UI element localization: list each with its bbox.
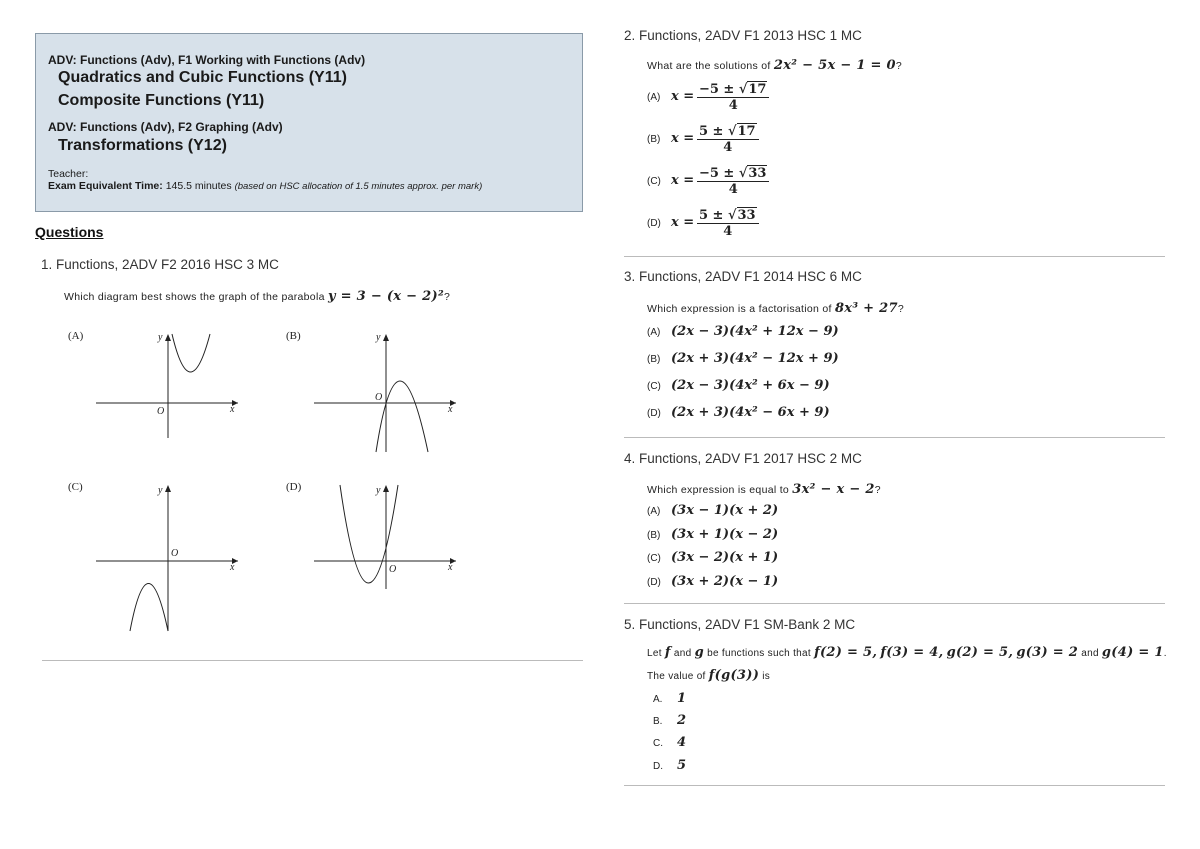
q2-option-a-lhs: x = xyxy=(671,89,695,105)
q3-option-b-expr: (2x + 3)(4x² − 12x + 9) xyxy=(671,351,839,366)
q1-equation: y = 3 − (x − 2)² xyxy=(327,289,444,304)
q2-divider xyxy=(624,256,1165,257)
q4-option-b-expr: (3x + 1)(x − 2) xyxy=(671,527,779,542)
q2-option-c-root: 33 xyxy=(748,166,767,181)
q3-divider xyxy=(624,437,1165,438)
topic-line-1: ADV: Functions (Adv), F1 Working with Functions (Adv) xyxy=(48,53,366,67)
q4-option-c[interactable] xyxy=(647,550,778,565)
y-axis-label: y xyxy=(376,485,381,496)
q5-option-c[interactable] xyxy=(653,735,686,750)
q2-option-d-num: 5 ± xyxy=(698,208,724,223)
exam-time-value: 145.5 minutes xyxy=(165,180,232,192)
subtopic-transformations: Transformations (Y12) xyxy=(58,137,227,154)
q4-title[interactable]: 4. Functions, 2ADV F1 2017 HSC 2 MC xyxy=(624,451,862,466)
q5-option-c-value: 4 xyxy=(677,735,687,750)
origin-label: O xyxy=(375,392,383,403)
q3-option-c[interactable] xyxy=(647,378,830,393)
q1-divider xyxy=(42,660,583,661)
q5-and-2: and xyxy=(1081,648,1099,659)
q2-option-b-lhs: x = xyxy=(671,131,695,147)
y-axis-arrow xyxy=(165,334,171,341)
q1-graph-d-label: (D) xyxy=(286,481,302,493)
q4-prompt-text: Which expression is equal to xyxy=(647,484,790,496)
q5-option-d[interactable] xyxy=(653,758,686,773)
q4-option-d-expr: (3x + 2)(x − 1) xyxy=(671,574,779,589)
origin-label: O xyxy=(171,548,179,559)
q4-option-b[interactable] xyxy=(647,527,778,542)
q2-option-a-label: (A) xyxy=(647,92,661,104)
q1-graph-d[interactable] xyxy=(310,481,460,591)
q5-functions-text: be functions such that xyxy=(707,648,811,659)
q2-option-c-fraction: $\frac{-5 \pm √33}{4}$ xyxy=(697,166,770,197)
q1-prompt-text: Which diagram best shows the graph of the parabola xyxy=(64,291,325,303)
q5-option-b[interactable] xyxy=(653,713,686,728)
origin-label: O xyxy=(389,564,397,575)
q2-title[interactable]: 2. Functions, 2ADV F1 2013 HSC 1 MC xyxy=(624,28,862,43)
q3-option-b[interactable] xyxy=(647,351,839,366)
y-axis-arrow xyxy=(165,485,171,492)
q2-option-b[interactable] xyxy=(647,124,759,155)
q4-option-a[interactable] xyxy=(647,503,778,518)
q5-cond-1: f(2) = 5, xyxy=(814,645,878,660)
q3-option-d[interactable] xyxy=(647,405,830,420)
q2-option-b-fraction: $\frac{5 \pm √17}{4}$ xyxy=(697,124,759,155)
q5-value-of: The value of xyxy=(647,671,706,682)
q3-option-a-expr: (2x − 3)(4x² + 12x − 9) xyxy=(671,324,839,339)
q5-option-c-label: C. xyxy=(653,738,663,749)
teacher-label: Teacher: xyxy=(48,168,89,180)
topic-header-box xyxy=(35,33,583,212)
q3-option-a[interactable] xyxy=(647,324,839,339)
q4-option-b-label: (B) xyxy=(647,530,661,541)
q2-option-c[interactable] xyxy=(647,166,769,197)
y-axis-label: y xyxy=(158,332,163,343)
q1-graph-b[interactable] xyxy=(310,330,460,455)
q5-title[interactable]: 5. Functions, 2ADV F1 SM-Bank 2 MC xyxy=(624,617,856,632)
q2-option-c-num: −5 ± xyxy=(698,166,735,181)
q5-prompt-line-1 xyxy=(647,645,1167,660)
q5-option-b-label: B. xyxy=(653,716,663,727)
parabola-curve xyxy=(376,381,428,452)
q5-and: and xyxy=(673,648,692,659)
questions-heading: Questions xyxy=(35,224,104,240)
q2-option-c-lhs: x = xyxy=(671,173,695,189)
q1-title[interactable]: 1. Functions, 2ADV F2 2016 HSC 3 MC xyxy=(41,257,279,272)
q2-option-b-label: (B) xyxy=(647,134,661,146)
y-axis-arrow xyxy=(383,334,389,341)
q3-option-a-label: (A) xyxy=(647,327,661,338)
q2-prompt xyxy=(647,58,902,73)
q5-option-a[interactable] xyxy=(653,691,686,706)
q5-cond-5: g(4) = 1 xyxy=(1101,645,1164,660)
q2-option-a-root: 17 xyxy=(748,82,767,97)
q3-option-c-expr: (2x − 3)(4x² + 6x − 9) xyxy=(671,378,830,393)
q4-equation: 3x² − x − 2 xyxy=(792,482,875,497)
q2-option-b-den: 4 xyxy=(723,140,733,155)
q4-option-c-expr: (3x − 2)(x + 1) xyxy=(671,550,779,565)
q1-graph-a[interactable] xyxy=(92,330,242,440)
q2-option-d-lhs: x = xyxy=(671,215,695,231)
y-axis-label: y xyxy=(158,485,163,496)
q1-prompt xyxy=(64,289,450,304)
parabola-curve xyxy=(130,584,168,632)
q1-graph-c[interactable] xyxy=(92,481,242,633)
q5-prompt-line-2 xyxy=(647,668,770,683)
q3-prompt-text: Which expression is a factorisation of xyxy=(647,303,832,315)
q5-option-a-label: A. xyxy=(653,694,663,705)
q5-cond-3: g(2) = 5, xyxy=(946,645,1014,660)
q2-option-b-num: 5 ± xyxy=(698,124,724,139)
q2-option-a[interactable] xyxy=(647,82,769,113)
q2-qmark: ? xyxy=(895,60,903,72)
q4-option-a-label: (A) xyxy=(647,506,661,517)
q3-title[interactable]: 3. Functions, 2ADV F1 2014 HSC 6 MC xyxy=(624,269,862,284)
q5-is: is xyxy=(762,671,771,682)
q5-option-d-value: 5 xyxy=(677,758,687,773)
q4-option-c-label: (C) xyxy=(647,553,661,564)
q2-option-d[interactable] xyxy=(647,208,759,239)
q2-option-d-fraction: $\frac{5 \pm √33}{4}$ xyxy=(697,208,759,239)
parabola-curve xyxy=(172,334,210,372)
q2-option-a-num: −5 ± xyxy=(698,82,735,97)
q2-option-c-den: 4 xyxy=(728,182,738,197)
subtopic-quadratics: Quadratics and Cubic Functions (Y11) xyxy=(58,69,347,86)
q2-option-d-den: 4 xyxy=(723,224,733,239)
q3-option-b-label: (B) xyxy=(647,354,661,365)
q2-option-d-label: (D) xyxy=(647,218,661,230)
exam-time-line xyxy=(48,180,482,192)
x-axis-label: x xyxy=(448,562,453,573)
q1-qmark: ? xyxy=(443,291,451,303)
q1-graph-c-label: (C) xyxy=(68,481,83,493)
q3-equation: 8x³ + 27 xyxy=(834,301,898,316)
q5-option-b-value: 2 xyxy=(677,713,687,728)
y-axis-label: y xyxy=(376,332,381,343)
topic-line-2: ADV: Functions (Adv), F2 Graphing (Adv) xyxy=(48,120,283,134)
q1-graph-b-label: (B) xyxy=(286,330,301,342)
q2-prompt-text: What are the solutions of xyxy=(647,60,771,72)
q4-qmark: ? xyxy=(874,484,881,496)
q3-option-c-label: (C) xyxy=(647,381,661,392)
q2-option-a-fraction: $\frac{-5 \pm √17}{4}$ xyxy=(697,82,770,113)
q4-divider xyxy=(624,603,1165,604)
q5-option-a-value: 1 xyxy=(677,691,687,706)
q5-f: f xyxy=(664,645,671,660)
q2-equation: 2x² − 5x − 1 = 0 xyxy=(773,58,896,73)
q5-g: g xyxy=(694,645,704,660)
q4-prompt xyxy=(647,482,881,497)
q3-prompt xyxy=(647,301,904,316)
q2-option-b-root: 17 xyxy=(737,124,756,139)
q5-cond-4: g(3) = 2 xyxy=(1016,645,1079,660)
q5-let: Let xyxy=(647,648,662,659)
q2-option-d-root: 33 xyxy=(737,208,756,223)
y-axis-arrow xyxy=(383,485,389,492)
q5-divider xyxy=(624,785,1165,786)
x-axis-label: x xyxy=(230,404,235,415)
q1-graph-a-label: (A) xyxy=(68,330,84,342)
q4-option-d[interactable] xyxy=(647,574,778,589)
exam-time-note: (based on HSC allocation of 1.5 minutes approx. per mark) xyxy=(234,181,483,192)
q5-dot: . xyxy=(1163,648,1167,659)
q5-cond-2: f(3) = 4, xyxy=(880,645,944,660)
exam-time-label: Exam Equivalent Time: xyxy=(48,180,163,192)
q2-option-c-label: (C) xyxy=(647,176,661,188)
q4-option-d-label: (D) xyxy=(647,577,661,588)
x-axis-label: x xyxy=(230,562,235,573)
subtopic-composite: Composite Functions (Y11) xyxy=(58,92,265,109)
q3-qmark: ? xyxy=(897,303,905,315)
q3-option-d-label: (D) xyxy=(647,408,661,419)
origin-label: O xyxy=(157,406,165,417)
q3-option-d-expr: (2x + 3)(4x² − 6x + 9) xyxy=(671,405,830,420)
q4-option-a-expr: (3x − 1)(x + 2) xyxy=(671,503,779,518)
x-axis-label: x xyxy=(448,404,453,415)
q5-expression: f(g(3)) xyxy=(708,668,760,683)
q2-option-a-den: 4 xyxy=(728,98,738,113)
q5-option-d-label: D. xyxy=(653,761,663,772)
